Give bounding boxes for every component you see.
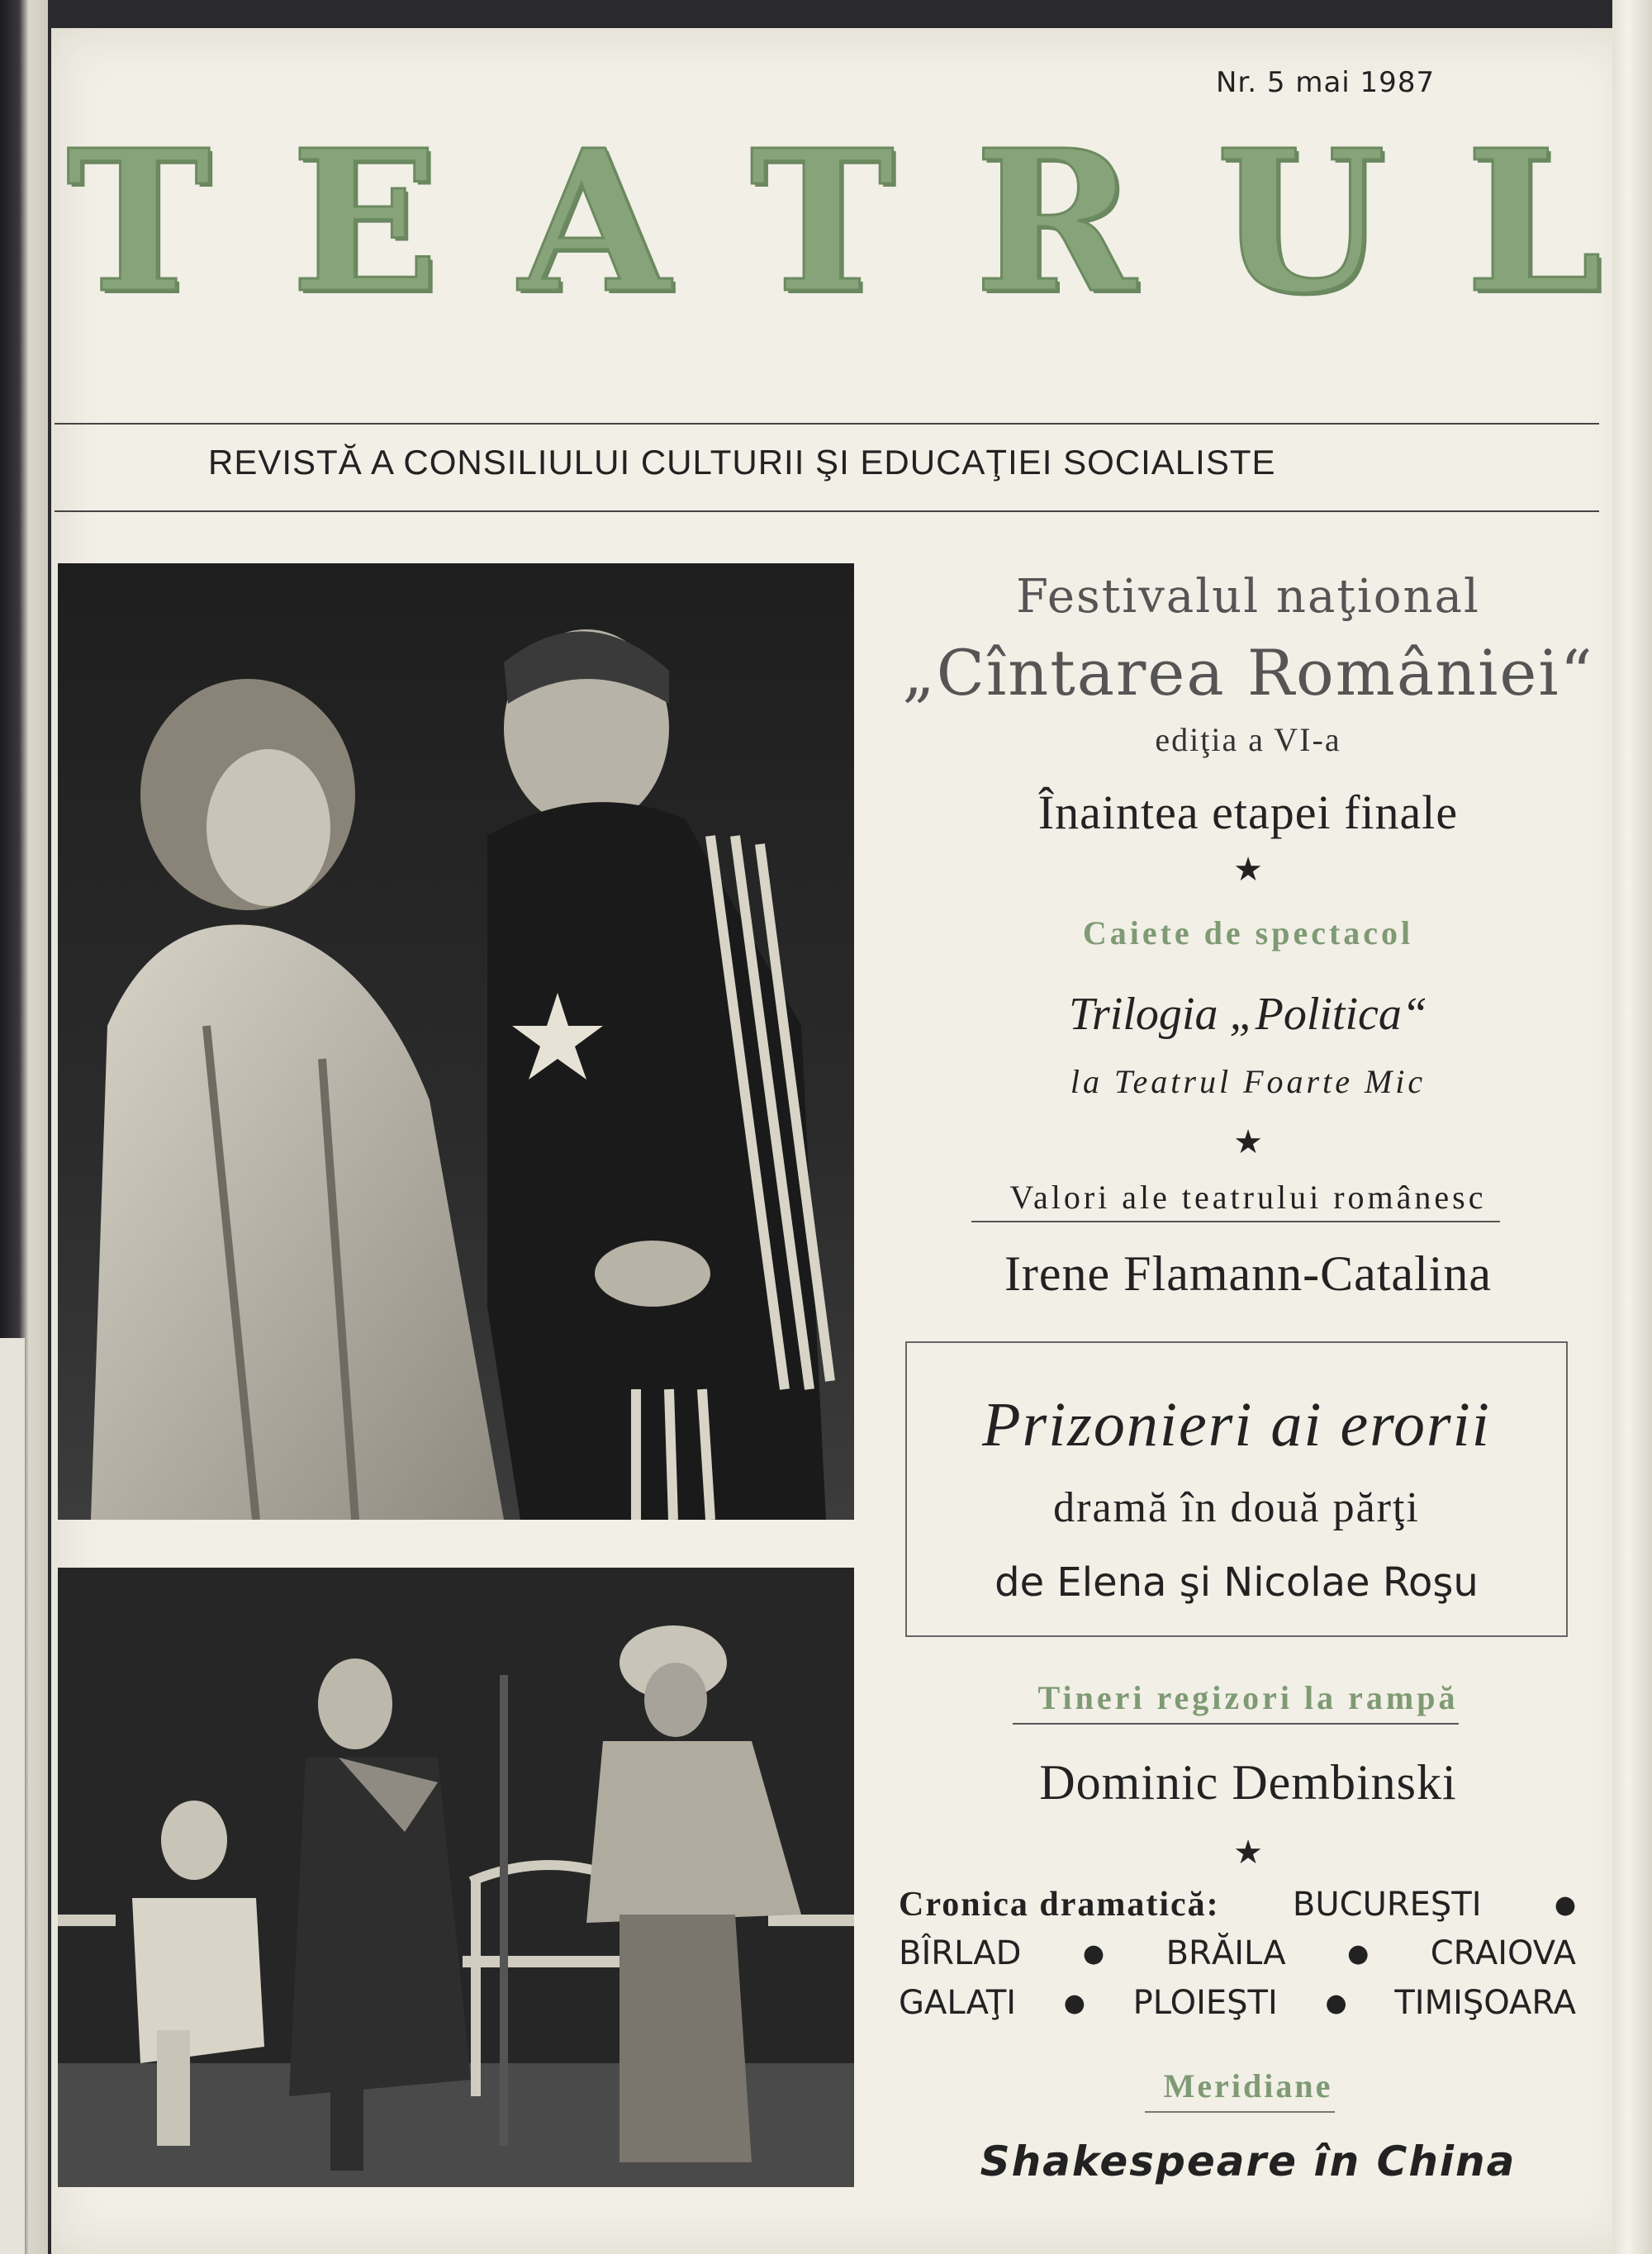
feature-subtitle: dramă în două părţi [1053, 1484, 1420, 1531]
star-divider: ★ [1233, 1123, 1263, 1161]
meridiane-title: Shakespeare în China [980, 2138, 1517, 2185]
stage-photo-top [58, 563, 854, 1520]
festival-line-4: Înaintea etapei finale [1037, 785, 1459, 839]
city: BÎRLAD [899, 1934, 1022, 1972]
masthead-letter: A [519, 107, 671, 336]
city: CRAIOVA [1430, 1934, 1576, 1972]
festival-line-2: „Cîntarea României“ [902, 636, 1594, 709]
valori-rule [971, 1221, 1500, 1222]
city: BRĂILA [1165, 1934, 1286, 1972]
city: TIMIŞOARA [1394, 1984, 1576, 2022]
masthead [66, 107, 1602, 336]
binding-strip [0, 0, 48, 2254]
bullet-icon: ● [1082, 1938, 1105, 1968]
masthead-letter: R [974, 107, 1137, 336]
valori-name: Irene Flamann-Catalina [1004, 1246, 1493, 1301]
meridiane-rule [1145, 2111, 1335, 2113]
caiete-subtitle: la Teatrul Foarte Mic [1070, 1063, 1427, 1100]
city: PLOIEŞTI [1132, 1984, 1278, 2022]
star-divider: ★ [1233, 851, 1263, 889]
masthead-letter: E [290, 107, 439, 336]
bullet-icon: ● [1325, 1988, 1347, 2018]
bullet-icon: ● [1347, 1938, 1370, 1968]
cronica-row-1 [899, 1885, 1576, 1924]
section-label-meridiane: Meridiane [1163, 2067, 1333, 2105]
issue-number: Nr. 5 mai 1987 [1216, 66, 1436, 99]
masthead-letter: T [66, 107, 211, 336]
star-divider: ★ [1233, 1834, 1263, 1872]
masthead-letter: T [749, 107, 895, 336]
tineri-rule [1013, 1723, 1459, 1725]
section-label-caiete: Caiete de spectacol [1082, 914, 1414, 951]
feature-author: de Elena şi Nicolae Roşu [995, 1559, 1479, 1606]
city: BUCUREŞTI [1292, 1886, 1482, 1924]
bullet-icon: ● [1063, 1988, 1085, 2018]
masthead-letter: U [1215, 107, 1386, 336]
masthead-letter: L [1464, 107, 1602, 336]
city: GALAŢI [899, 1984, 1017, 2022]
section-label-tineri: Tineri regizori la rampă [1037, 1679, 1459, 1716]
page-edge [1612, 0, 1652, 2254]
cronica-label: Cronica dramatică: [899, 1886, 1220, 1924]
feature-title: Prizonieri ai erorii [982, 1390, 1491, 1459]
bullet-icon: ● [1554, 1890, 1576, 1919]
bottom-rule [55, 510, 1599, 512]
stage-photo-bottom [58, 1568, 854, 2187]
cronica-row-3 [899, 1984, 1576, 2022]
feature-box [905, 1341, 1568, 1637]
magazine-subtitle: REVISTĂ A CONSILIULUI CULTURII ŞI EDUCAŢIEI SOCIALISTE [208, 443, 1276, 482]
section-label-valori: Valori ale teatrului românesc [1009, 1179, 1487, 1216]
tineri-name: Dominic Dembinski [1039, 1755, 1457, 1810]
festival-line-3: ediţia a VI-a [1155, 721, 1341, 758]
caiete-title: Trilogia „Politica“ [1068, 989, 1428, 1040]
cronica-row-2 [899, 1934, 1576, 1972]
festival-line-1: Festivalul naţional [1016, 570, 1480, 624]
top-rule [55, 423, 1599, 425]
